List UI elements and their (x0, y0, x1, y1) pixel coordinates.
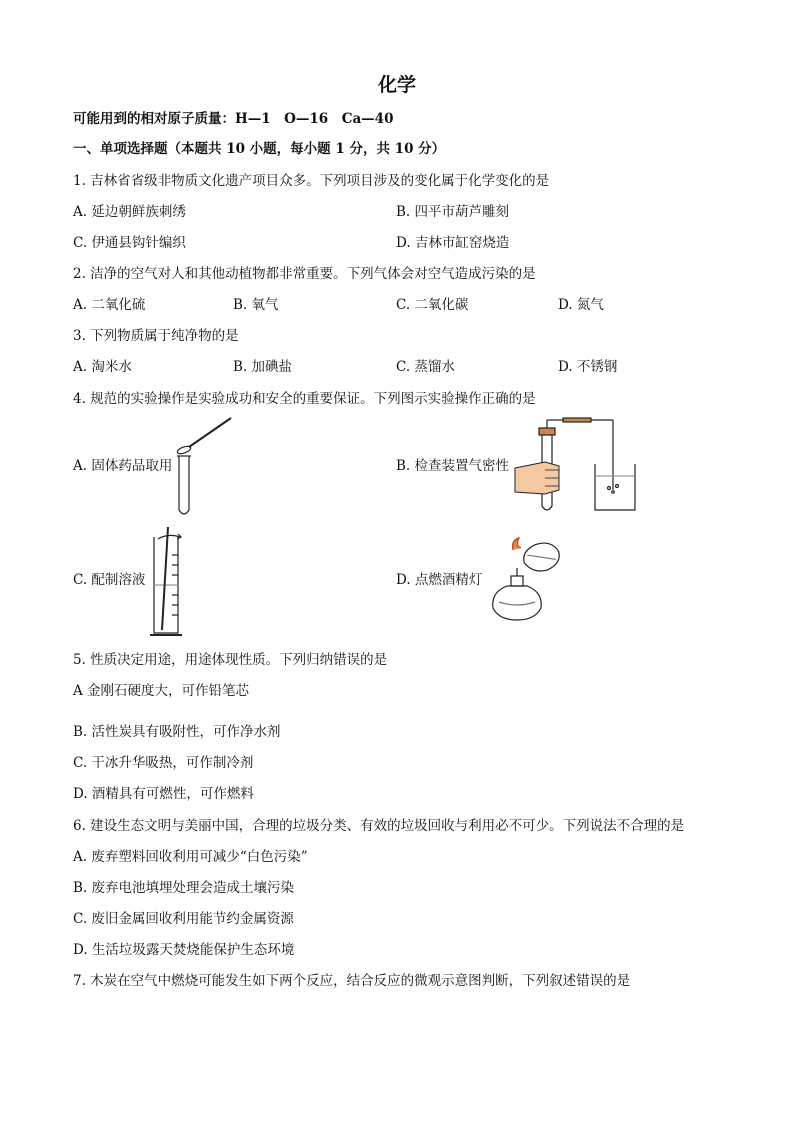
question-5-option-a[interactable]: A 金刚石硬度大，可作铅笔芯 (73, 683, 250, 699)
question-1-option-b[interactable]: B. 四平市葫芦雕刻 (396, 204, 510, 220)
atomic-mass-note: 可能用到的相对原子质量：H—1 O—16 Ca—40 (73, 111, 394, 127)
question-3-option-a[interactable]: A. 淘米水 (73, 359, 132, 375)
question-6-option-b[interactable]: B. 废弃电池填埋处理会造成土壤污染 (73, 880, 295, 896)
spoon-test-tube-figure (165, 412, 240, 520)
paper-title: 化学 (377, 74, 416, 96)
question-5-option-d[interactable]: D. 酒精具有可燃性，可作燃料 (73, 786, 254, 802)
question-4-stem: 4. 规范的实验操作是实验成功和安全的重要保证。下列图示实验操作正确的是 (73, 391, 536, 407)
question-4-option-a[interactable]: A. 固体药品取用 (73, 458, 173, 474)
question-2-option-d[interactable]: D. 氮气 (558, 297, 604, 313)
question-6-option-a[interactable]: A. 废弃塑料回收利用可减少“白色污染” (73, 849, 308, 865)
question-1-option-c[interactable]: C. 伊通县钩针编织 (73, 235, 186, 251)
question-3-option-b[interactable]: B. 加碘盐 (233, 359, 293, 375)
graduated-cylinder-figure (148, 525, 188, 640)
question-5-option-c[interactable]: C. 干冰升华吸热，可作制冷剂 (73, 755, 254, 771)
question-4-option-c[interactable]: C. 配制溶液 (73, 572, 146, 588)
question-3-option-d[interactable]: D. 不锈钢 (558, 359, 618, 375)
question-1-option-a[interactable]: A. 延边朝鲜族刺绣 (73, 204, 186, 220)
question-2-stem: 2. 洁净的空气对人和其他动植物都非常重要。下列气体会对空气造成污染的是 (73, 266, 536, 282)
question-7-stem: 7. 木炭在空气中燃烧可能发生如下两个反应，结合反应的微观示意图判断，下列叙述错误的是 (73, 973, 631, 989)
question-6-option-c[interactable]: C. 废旧金属回收利用能节约金属资源 (73, 911, 294, 927)
question-2-option-b[interactable]: B. 氧气 (233, 297, 279, 313)
question-1-option-d[interactable]: D. 吉林市缸窑烧造 (396, 235, 510, 251)
question-5-stem: 5. 性质决定用途，用途体现性质。下列归纳错误的是 (73, 652, 388, 668)
question-2-option-a[interactable]: A. 二氧化硫 (73, 297, 146, 313)
airtightness-apparatus-figure (515, 418, 640, 516)
question-6-stem: 6. 建设生态文明与美丽中国，合理的垃圾分类、有效的垃圾回收与利用必不可少。下列说法不合理的是 (73, 818, 685, 834)
alcohol-lamp-figure (485, 538, 570, 623)
question-3-option-c[interactable]: C. 蒸馏水 (396, 359, 455, 375)
section-heading: 一、单项选择题（本题共 10 小题，每小题 1 分，共 10 分） (73, 141, 446, 157)
question-5-option-b[interactable]: B. 活性炭具有吸附性，可作净水剂 (73, 724, 281, 740)
question-2-option-c[interactable]: C. 二氧化碳 (396, 297, 469, 313)
question-1-stem: 1. 吉林省省级非物质文化遗产项目众多。下列项目涉及的变化属于化学变化的是 (73, 173, 550, 189)
question-3-stem: 3. 下列物质属于纯净物的是 (73, 328, 239, 344)
question-4-option-d[interactable]: D. 点燃酒精灯 (396, 572, 483, 588)
question-6-option-d[interactable]: D. 生活垃圾露天焚烧能保护生态环境 (73, 942, 295, 958)
question-4-option-b[interactable]: B. 检查装置气密性 (396, 458, 510, 474)
